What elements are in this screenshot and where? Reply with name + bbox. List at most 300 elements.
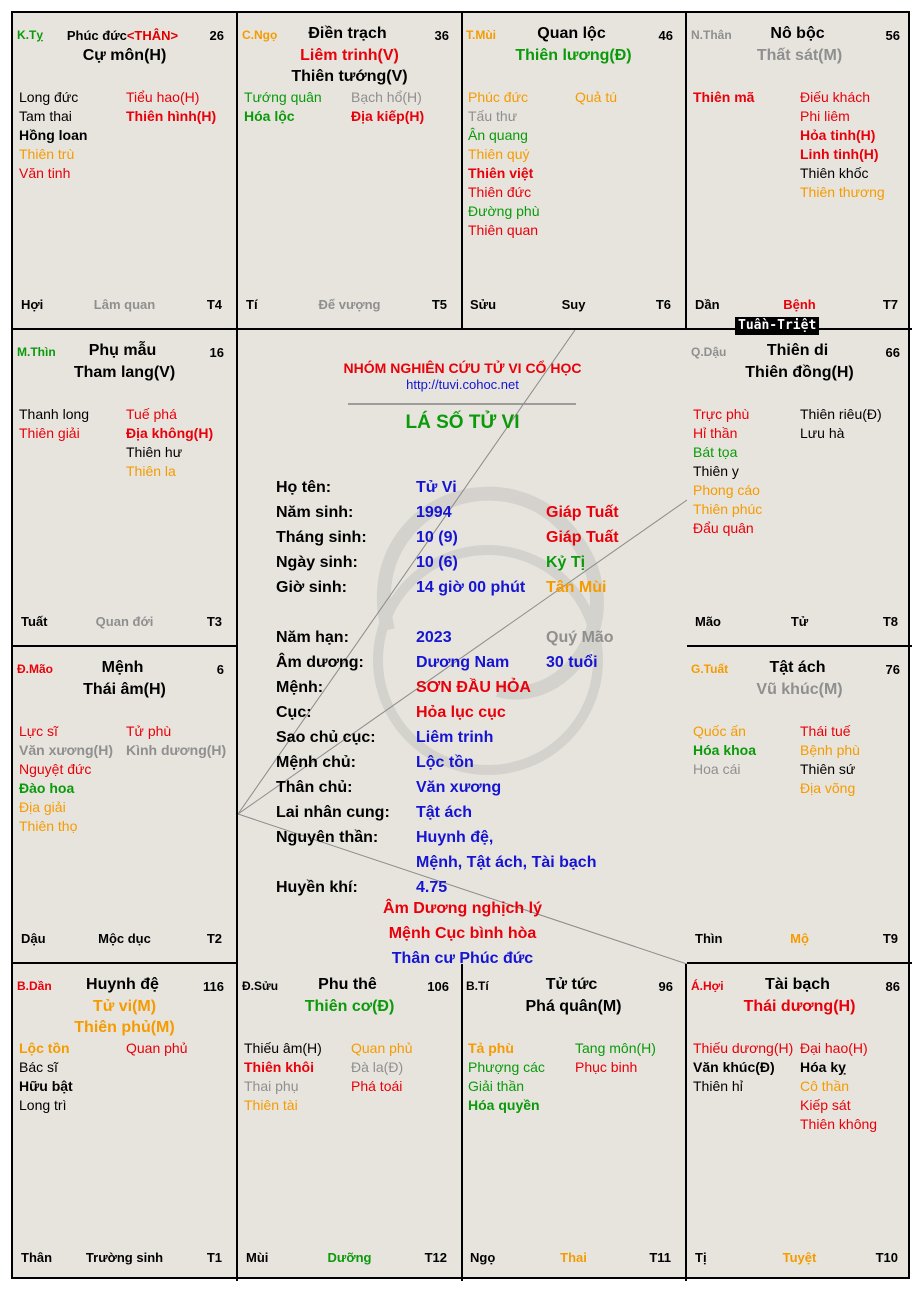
star: Tiểu hao(H) [126, 89, 200, 105]
stars-right [126, 405, 213, 481]
info-value: 10 (9) [416, 529, 458, 546]
info-label: Giờ sinh: [276, 579, 347, 596]
palace-footer [695, 614, 904, 630]
palace-code: T4 [206, 297, 222, 312]
palace-branch: Đ.Sửu [242, 979, 279, 993]
stars-left [19, 722, 113, 836]
star: Kình dương(H) [126, 742, 227, 758]
star: Hỏa tinh(H) [800, 127, 876, 143]
star: Thiên tài [244, 1097, 298, 1113]
palace-name [17, 659, 228, 677]
stars-left [19, 88, 87, 183]
palace-header [242, 976, 453, 996]
palace-age: 6 [216, 662, 224, 677]
info-extra: 30 tuổi [546, 654, 598, 671]
stars-right [351, 1039, 413, 1096]
info-value: Liêm trinh [416, 729, 494, 746]
website-link[interactable]: http://tuvi.cohoc.net [406, 377, 519, 392]
star: Thiên khôi [244, 1059, 314, 1075]
main-star: Tham lang(V) [73, 364, 176, 381]
star: Hóa khoa [693, 742, 757, 758]
main-star: Thái dương(H) [743, 998, 856, 1015]
palace-name [691, 659, 904, 677]
palace-code: T5 [431, 297, 447, 312]
star: Thiên phúc [693, 501, 763, 517]
star: Phá toái [351, 1078, 403, 1094]
star: Linh tinh(H) [800, 146, 879, 162]
star: Văn xương(H) [19, 742, 113, 758]
palace-code: T12 [424, 1250, 447, 1265]
palace-age: 36 [434, 28, 449, 43]
stars-left [693, 722, 756, 779]
star: Lực sĩ [19, 723, 58, 739]
main-star: Thái âm(H) [83, 681, 166, 698]
stars-left [19, 1039, 73, 1115]
stars-right [126, 722, 226, 760]
palace-footer [21, 297, 228, 313]
palace-header [691, 976, 904, 996]
info-label: Họ tên: [276, 479, 332, 496]
star: Địa giải [19, 799, 66, 815]
main-star: Thiên cơ(Đ) [304, 998, 395, 1015]
star: Hóa quyền [468, 1097, 540, 1113]
stars-left [468, 1039, 545, 1115]
palace-name-text: Quan lộc [537, 25, 606, 42]
star: Thiên không [800, 1116, 878, 1132]
info-value: Lộc tồn [416, 754, 474, 771]
star: Thiên quý [468, 146, 530, 162]
assessment-note: Mệnh Cục bình hòa [388, 925, 537, 942]
footer-branch: Mùi [246, 1250, 269, 1265]
life-stage: Đế vượng [318, 297, 381, 312]
star: Tam thai [19, 108, 72, 124]
star: Thiên giải [19, 425, 80, 441]
stars-right [800, 405, 882, 443]
star: Thanh long [19, 406, 90, 422]
center-info-panel [238, 330, 687, 964]
stars-right [126, 1039, 188, 1058]
palace-code: T11 [649, 1250, 671, 1265]
palace-name [691, 25, 904, 43]
star: Thiên trù [19, 146, 75, 162]
info-extra: Giáp Tuất [546, 529, 619, 546]
info-row [276, 775, 676, 800]
stars-right [575, 1039, 656, 1077]
info-label: Năm hạn: [276, 629, 349, 646]
palace-age: 96 [658, 979, 673, 994]
palace-name [691, 976, 904, 994]
assessment-note: Âm Dương nghịch lý [383, 900, 542, 917]
star: Thiên sứ [800, 761, 856, 777]
palace-name-text: Tài bạch [765, 976, 830, 993]
star: Quan phủ [351, 1040, 413, 1056]
palace-name-text: Huynh đệ [86, 976, 159, 993]
star: Phi liêm [800, 108, 850, 124]
palace-branch: B.Dần [17, 979, 52, 993]
horoscope-chart [11, 11, 910, 1279]
footer-branch: Dần [695, 297, 720, 312]
star: Thiên mã [693, 89, 755, 105]
star: Địa không(H) [126, 425, 214, 441]
star: Đà la(Đ) [351, 1059, 404, 1075]
info-value: 4.75 [416, 879, 448, 896]
info-label: Cục: [276, 704, 312, 721]
palace-age: 56 [885, 28, 900, 43]
info-label: Thân chủ: [276, 779, 353, 796]
star: Phượng các [468, 1059, 545, 1075]
palace-footer [21, 931, 228, 947]
palace-name [466, 25, 677, 43]
info-row [276, 475, 676, 500]
main-star: Tử vi(M) [92, 998, 157, 1015]
main-star: Liêm trinh(V) [300, 47, 399, 64]
star: Quốc ấn [693, 723, 746, 739]
star: Long đức [19, 89, 79, 105]
footer-branch: Thân [21, 1250, 53, 1265]
stars-right [575, 88, 617, 107]
star: Tang môn(H) [575, 1040, 656, 1056]
info-label: Tháng sinh: [276, 529, 367, 546]
palace-branch: K.Tỵ [17, 28, 44, 42]
palace-branch: M.Thìn [17, 345, 56, 359]
info-label: Ngày sinh: [276, 554, 358, 571]
palace-menh [13, 647, 238, 964]
life-stage: Tuyệt [782, 1250, 817, 1265]
info-row [276, 725, 676, 750]
life-stage: Lâm quan [93, 297, 156, 312]
palace-name [17, 342, 228, 360]
star: Kiếp sát [800, 1097, 851, 1113]
footer-branch: Hợi [21, 297, 44, 312]
palace-tat-ach [687, 647, 912, 964]
info-row [276, 550, 676, 575]
info-label: Lai nhân cung: [276, 804, 390, 821]
star: Thiên việt [468, 165, 534, 181]
star: Thiên y [693, 463, 739, 479]
info-row [276, 700, 676, 725]
footer-branch: Sửu [470, 297, 497, 312]
star: Đại hao(H) [800, 1040, 868, 1056]
palace-age: 66 [885, 345, 900, 360]
palace-header [17, 976, 228, 996]
life-stage: Dưỡng [327, 1250, 372, 1265]
star: Văn tinh [19, 165, 71, 181]
palace-phu-the [238, 964, 463, 1281]
palace-dien-trach [238, 13, 463, 330]
stars-left [244, 88, 322, 126]
palace-branch: C.Ngọ [242, 28, 278, 42]
palace-name-text: Tật ách [769, 659, 826, 676]
palace-footer [695, 1250, 904, 1266]
palace-header [17, 25, 228, 45]
star: Đường phù [468, 203, 540, 219]
assessment-note: Thân cư Phúc đức [391, 950, 534, 964]
palace-branch: B.Tí [466, 979, 489, 993]
info-value: 1994 [416, 504, 452, 521]
info-label: Huyền khí: [276, 879, 358, 896]
palace-no-boc [687, 13, 912, 330]
palace-name [17, 976, 228, 994]
star: Tấu thư [468, 108, 518, 124]
palace-age: 76 [885, 662, 900, 677]
info-row [276, 575, 676, 600]
star: Bạch hổ(H) [351, 89, 422, 105]
info-extra: Kỷ Tị [546, 554, 586, 571]
palace-thien-di [687, 330, 912, 647]
star: Lộc tồn [19, 1040, 70, 1056]
info-extra: Giáp Tuất [546, 504, 619, 521]
stars-left [244, 1039, 322, 1115]
palace-header [17, 659, 228, 679]
palace-name-text: Mệnh [101, 659, 144, 676]
than-marker: <THÂN> [126, 28, 179, 43]
palace-name [466, 976, 677, 994]
footer-branch: Dậu [21, 931, 46, 946]
stars-right [351, 88, 424, 126]
palace-quan-loc [462, 13, 687, 330]
life-stage: Thai [560, 1250, 587, 1265]
palace-code: T2 [206, 931, 222, 946]
star: Hoa cái [693, 761, 741, 777]
info-value: Văn xương [416, 779, 502, 796]
footer-branch: Tí [246, 297, 258, 312]
palace-age: 116 [203, 979, 224, 994]
stars-left [693, 88, 754, 107]
palace-code: T3 [206, 614, 222, 629]
info-value: Dương Nam [416, 654, 510, 671]
star: Giải thần [468, 1078, 525, 1094]
palace-header [691, 25, 904, 45]
palace-branch: Q.Dậu [691, 345, 727, 359]
life-stage: Suy [561, 297, 586, 312]
palace-name-text: Phúc đức [66, 28, 127, 43]
palace-footer [695, 297, 904, 313]
info-value: 10 (6) [416, 554, 458, 571]
info-row [276, 675, 676, 700]
star: Quan phủ [126, 1040, 188, 1056]
star: Nguyệt đức [19, 761, 92, 777]
palace-age: 86 [885, 979, 900, 994]
palace-header [691, 342, 904, 362]
footer-branch: Tị [695, 1250, 707, 1265]
palace-name [242, 25, 453, 43]
star: Hóa lộc [244, 108, 295, 124]
palace-name-text: Thiên di [766, 342, 829, 359]
info-label: Mệnh chủ: [276, 754, 356, 771]
star: Thai phụ [244, 1078, 299, 1094]
main-star: Thất sát(M) [756, 47, 843, 64]
palace-code: T10 [875, 1250, 898, 1265]
main-star: Thiên phủ(M) [74, 1019, 175, 1036]
palace-age: 16 [209, 345, 224, 360]
palace-name-text: Nô bộc [770, 25, 825, 42]
info-value: SƠN ĐẦU HỎA [416, 679, 531, 696]
palace-footer [470, 1250, 677, 1266]
star: Đẩu quân [693, 520, 754, 536]
stars-left [468, 88, 539, 240]
info-row [276, 750, 676, 775]
stars-left [19, 405, 89, 443]
palace-age: 106 [427, 979, 449, 994]
info-label: Mệnh: [276, 679, 324, 696]
palace-branch: T.Mùi [466, 28, 496, 42]
stars-right [800, 88, 885, 202]
chart-title: LÁ SỐ TỬ VI [405, 412, 520, 433]
star: Trực phù [693, 406, 750, 422]
palace-header [466, 25, 677, 45]
palace-name-text: Điền trạch [308, 25, 387, 42]
palace-footer [246, 1250, 453, 1266]
stars-right [800, 1039, 877, 1134]
palace-footer [470, 297, 677, 313]
main-star: Thiên tướng(V) [291, 68, 408, 85]
palace-code: T8 [882, 614, 898, 629]
stars-left [693, 405, 762, 538]
footer-branch: Thìn [695, 931, 723, 946]
life-stage: Bệnh [783, 297, 816, 312]
info-value: Tật ách [416, 804, 473, 821]
star: Hồng loan [19, 127, 88, 143]
star: Ân quang [468, 127, 528, 143]
life-stage: Mộc dục [98, 931, 151, 946]
star: Tướng quân [244, 89, 322, 105]
palace-name-text: Phụ mẫu [88, 342, 157, 359]
star: Thiên đức [468, 184, 532, 200]
palace-footer [246, 297, 453, 313]
palace-age: 26 [209, 28, 224, 43]
star: Thiếu dương(H) [693, 1040, 794, 1056]
palace-code: T1 [206, 1250, 222, 1265]
star: Bát tọa [693, 444, 738, 460]
palace-header [242, 25, 453, 45]
star: Thiên la [126, 463, 176, 479]
star: Thiên thọ [19, 818, 78, 834]
info-value: 14 giờ 00 phút [416, 579, 526, 596]
info-value: Hỏa lục cục [416, 704, 506, 721]
stars-left [693, 1039, 793, 1096]
tuan-triet-badge: Tuần-Triệt [735, 317, 819, 335]
star: Phục binh [575, 1059, 638, 1075]
palace-huynh-de [13, 964, 238, 1281]
palace-footer [21, 614, 228, 630]
main-star: Thiên đồng(H) [745, 364, 854, 381]
footer-branch: Ngọ [470, 1250, 496, 1265]
info-value: 2023 [416, 629, 452, 646]
info-label: Sao chủ cục: [276, 729, 376, 746]
info-value: Huynh đệ, [416, 829, 494, 846]
main-star: Phá quân(M) [525, 998, 622, 1015]
info-row [276, 650, 676, 675]
info-label: Âm dương: [276, 654, 364, 671]
star: Lưu hà [800, 425, 845, 441]
star: Thiên hình(H) [126, 108, 217, 124]
life-stage: Trường sinh [85, 1250, 164, 1265]
palace-tu-tuc [462, 964, 687, 1281]
star: Bệnh phù [800, 742, 860, 758]
life-stage: Quan đới [95, 614, 154, 629]
info-value: Mệnh, Tật ách, Tài bạch [416, 854, 597, 871]
footer-branch: Mão [695, 614, 721, 629]
info-row [276, 525, 676, 550]
main-star: Cự môn(H) [82, 47, 167, 64]
palace-branch: G.Tuất [691, 662, 729, 676]
palace-age: 46 [658, 28, 673, 43]
star: Long trì [19, 1097, 67, 1113]
palace-branch: N.Thân [691, 28, 732, 42]
star: Văn khúc(Đ) [693, 1059, 775, 1075]
life-stage: Mộ [790, 931, 809, 946]
info-label: Nguyên thần: [276, 829, 379, 846]
palace-name-text: Phu thê [318, 976, 377, 993]
palace-code: T7 [882, 297, 898, 312]
palace-footer [695, 931, 904, 947]
star: Địa kiếp(H) [351, 108, 425, 124]
star: Đào hoa [19, 780, 75, 796]
palace-name [242, 976, 453, 994]
palace-name [691, 342, 904, 360]
palace-header [17, 342, 228, 362]
star: Thái tuế [800, 723, 851, 739]
palace-branch: Á.Hợi [691, 979, 724, 993]
star: Tử phù [126, 723, 172, 739]
palace-header [466, 976, 677, 996]
info-row [276, 500, 676, 525]
palace-header [691, 659, 904, 679]
star: Thiên hư [126, 444, 183, 460]
palace-code: T9 [882, 931, 898, 946]
star: Thiên quan [468, 222, 539, 238]
palace-branch: Đ.Mão [17, 662, 53, 676]
star: Thiên hỉ [693, 1078, 743, 1094]
palace-tai-bach [687, 964, 912, 1281]
stars-right [126, 88, 216, 126]
info-extra: Tân Mùi [546, 579, 607, 596]
palace-phu-mau [13, 330, 238, 647]
star: Phúc đức [468, 89, 528, 105]
star: Bác sĩ [19, 1059, 58, 1075]
star: Hữu bật [19, 1078, 73, 1094]
star: Thiên khốc [800, 165, 869, 181]
research-group-title: NHÓM NGHIÊN CỨU TỬ VI CỔ HỌC [343, 360, 582, 376]
info-row [276, 825, 676, 850]
info-row [276, 625, 676, 650]
star: Hỉ thần [693, 425, 738, 441]
main-star: Vũ khúc(M) [756, 681, 843, 698]
star: Tuế phá [126, 406, 177, 422]
info-extra: Quý Mão [546, 629, 614, 646]
info-row [276, 875, 676, 900]
star: Phong cáo [693, 482, 760, 498]
palace-footer [21, 1250, 228, 1266]
footer-branch: Tuất [21, 614, 48, 629]
star: Tả phù [468, 1040, 514, 1056]
palace-code: T6 [655, 297, 671, 312]
life-stage: Tử [790, 614, 809, 629]
star: Thiếu âm(H) [244, 1040, 322, 1056]
info-row [276, 850, 676, 875]
star: Cô thần [800, 1078, 850, 1094]
stars-right [800, 722, 860, 798]
main-star: Thiên lương(Đ) [515, 47, 632, 64]
palace-phuc-duc [13, 13, 238, 330]
star: Địa võng [800, 780, 856, 796]
info-row [276, 800, 676, 825]
star: Hóa kỵ [800, 1059, 846, 1075]
star: Thiên thương [800, 184, 885, 200]
palace-name-text: Tử tức [545, 976, 598, 993]
star: Thiên riêu(Đ) [800, 406, 882, 422]
star: Điếu khách [800, 89, 871, 105]
